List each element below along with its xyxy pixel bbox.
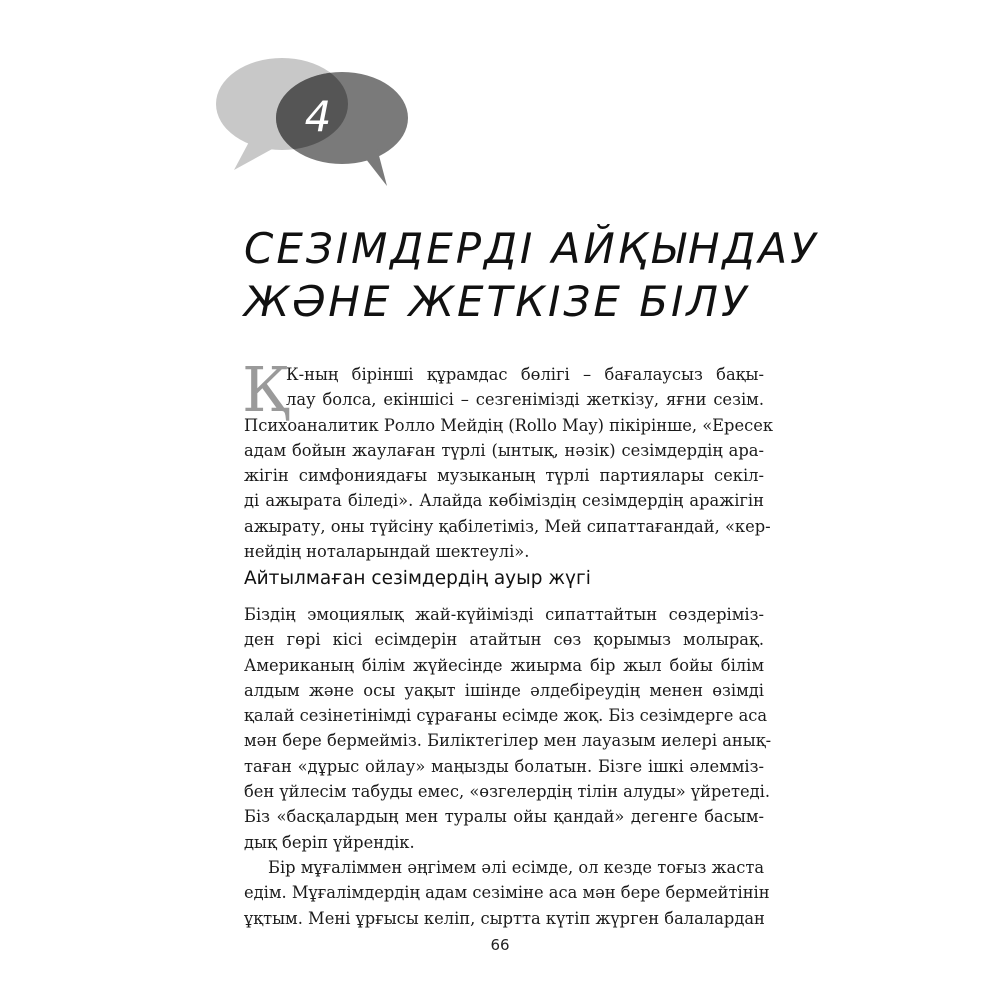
chapter-title-line: СЕЗІМДЕРДІ АЙҚЫНДАУ [244,224,819,273]
text-line: нейдің ноталарындай шектеулі». [244,542,530,562]
intro-paragraph [242,353,774,564]
text-line: алдым және осы уақыт ішінде әлдебіреудің менен өзімді [244,680,764,700]
text-line: қалай сезінетінімді сұрағаны есімде жоқ. Біз сезімдерге аса [244,706,768,726]
section-heading: Айтылмаған сезімдердің ауыр жүгі [244,568,591,589]
text-line: Біздің эмоциялық жай-күйімізді сипаттайтын сөздеріміз- [244,605,764,624]
text-line: лау болса, екіншісі – сезгенімізді жеткізу, яғни сезім. [286,390,764,410]
text-line: ұқтым. Мені ұрғысы келіп, сыртта күтіп жүрген балалардан [244,908,765,928]
drop-cap: Қ [242,353,290,426]
text-line: Американың білім жүйесінде жиырма бір жыл бойы білім [244,655,764,675]
section-body [244,602,772,931]
text-line: ажырату, оны түйсіну қабілетіміз, Мей сипаттағандай, «кер- [244,516,771,536]
text-line: мән бере бермейміз. Биліктегілер мен лауазым иелері анық- [244,731,772,751]
text-line: Біз «басқалардың мен туралы ойы қандай» дегенге басым- [244,807,764,827]
text-line: бен үйлесім табуды емес, «өзгелердің тілін алуды» үйретеді. [244,782,771,802]
text-line: таған «дұрыс ойлау» маңызды болатын. Бізге ішкі әлемміз- [244,756,764,776]
text-line: адам бойын жаулаған түрлі (ынтық, нәзік) сезімдердің ара- [244,440,764,460]
chapter-badge [212,52,412,194]
page-number: 66 [490,936,510,954]
text-line: дық беріп үйрендік. [244,832,415,852]
chapter-number: 4 [304,91,332,141]
text-line: Бір мұғаліммен әңгімем әлі есімде, ол кезде тоғыз жаста [268,857,765,877]
text-line: ден гөрі кісі есімдерін атайтын сөз қорымыз молырақ. [244,630,764,650]
text-line: ді ажырата біледі». Алайда көбіміздің сезімдердің аражігін [244,491,764,511]
text-line: К-ның бірінші құрамдас бөлігі – бағалаусыз бақы- [286,365,764,384]
text-line: жігін симфониядағы музыканың түрлі партиялары секіл- [244,466,764,486]
text-line: Психоаналитик Ролло Мейдің (Rollo May) пікірінше, «Ересек [244,415,774,435]
chapter-title-line: ЖӘНЕ ЖЕТКІЗЕ БІЛУ [244,277,750,326]
chapter-title [244,222,819,328]
text-line: едім. Мұғалімдердің адам сезіміне аса мән бере бермейтінін [244,883,770,903]
